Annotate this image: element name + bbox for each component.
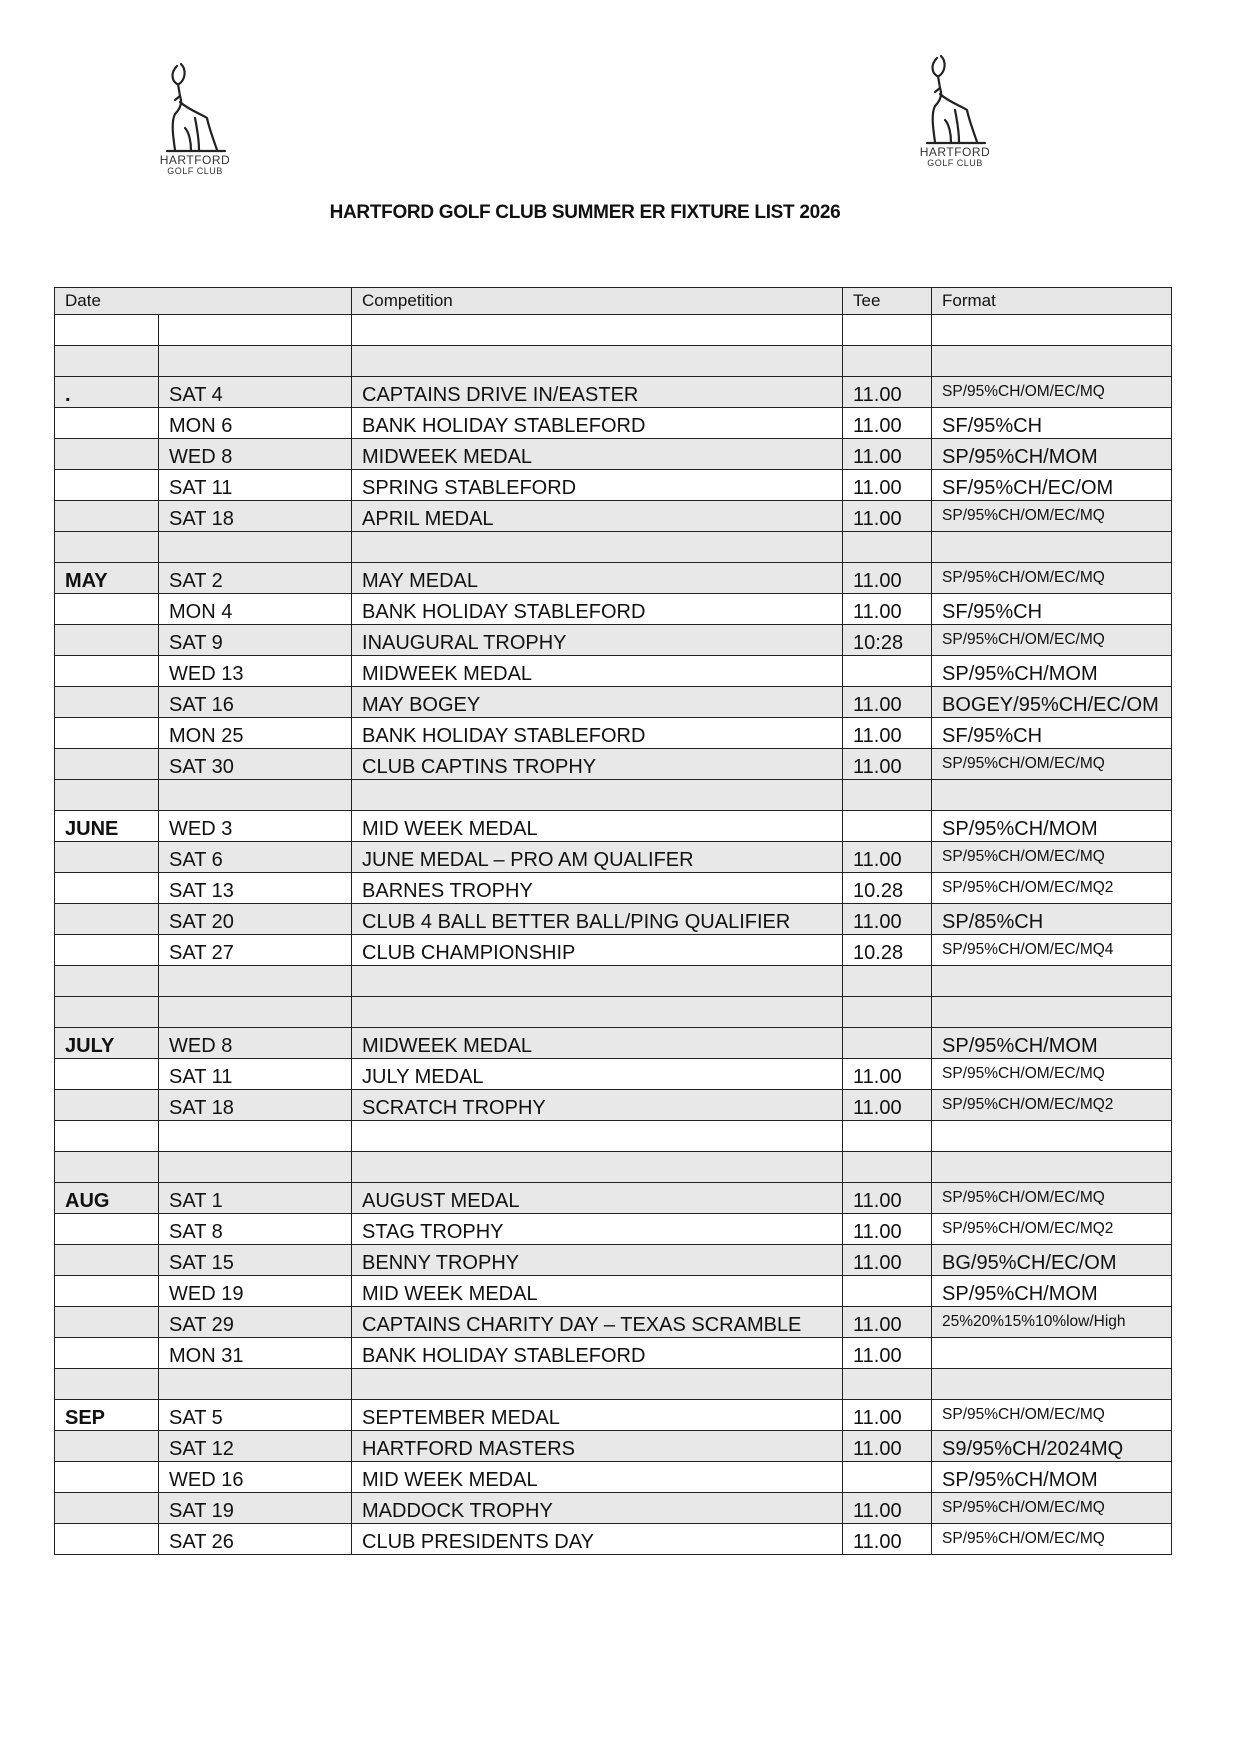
header-tee: Tee [843,288,932,315]
header-competition: Competition [352,288,843,315]
month-cell [55,842,159,873]
format-cell [932,780,1172,811]
day-cell: SAT 18 [159,1090,352,1121]
format-cell: SP/95%CH/OM/EC/MQ [932,749,1172,780]
month-cell [55,1431,159,1462]
day-cell: SAT 13 [159,873,352,904]
month-cell [55,1152,159,1183]
tee-cell [843,780,932,811]
month-cell [55,1090,159,1121]
competition-cell: CLUB 4 BALL BETTER BALL/PING QUALIFIER [352,904,843,935]
competition-cell: CLUB CHAMPIONSHIP [352,935,843,966]
table-row [55,904,1172,935]
logo-text-line2: GOLF CLUB [927,158,983,168]
day-cell: SAT 15 [159,1245,352,1276]
table-row [55,346,1172,377]
tee-cell: 11.00 [843,439,932,470]
table-row [55,563,1172,594]
table-row [55,1338,1172,1369]
format-cell: SF/95%CH [932,594,1172,625]
day-cell: MON 4 [159,594,352,625]
tee-cell: 11.00 [843,1338,932,1369]
tee-cell: 11.00 [843,470,932,501]
competition-cell: MAY MEDAL [352,563,843,594]
month-cell [55,656,159,687]
page-title: HARTFORD GOLF CLUB SUMMER ER FIXTURE LIST 2026 [329,202,841,223]
month-cell [55,935,159,966]
day-cell [159,966,352,997]
logo-text-line1: HARTFORD [159,153,231,167]
tee-cell [843,1369,932,1400]
format-cell: SP/95%CH/OM/EC/MQ [932,1183,1172,1214]
tee-cell: 11.00 [843,1245,932,1276]
day-cell [159,780,352,811]
table-row [55,1152,1172,1183]
format-cell: SP/95%CH/OM/EC/MQ [932,625,1172,656]
day-cell [159,1152,352,1183]
competition-cell: HARTFORD MASTERS [352,1431,843,1462]
tee-cell: 11.00 [843,749,932,780]
table-header-row [55,288,1172,315]
header-date: Date [55,288,352,315]
table-row [55,315,1172,346]
tee-cell [843,1462,932,1493]
competition-cell: MIDWEEK MEDAL [352,439,843,470]
day-cell: WED 13 [159,656,352,687]
format-cell: SP/85%CH [932,904,1172,935]
format-cell: SP/95%CH/OM/EC/MQ [932,1400,1172,1431]
competition-cell [352,1369,843,1400]
table-row [55,1121,1172,1152]
tee-cell: 10.28 [843,935,932,966]
month-cell [55,1059,159,1090]
tee-cell: 11.00 [843,563,932,594]
tee-cell: 11.00 [843,501,932,532]
format-cell: SF/95%CH/EC/OM [932,470,1172,501]
month-cell [55,315,159,346]
tee-cell [843,1152,932,1183]
table-row [55,718,1172,749]
tee-cell: 11.00 [843,1400,932,1431]
table-row [55,1369,1172,1400]
day-cell: WED 16 [159,1462,352,1493]
table-row [55,1462,1172,1493]
month-cell [55,625,159,656]
table-row [55,1028,1172,1059]
day-cell: SAT 1 [159,1183,352,1214]
tee-cell [843,656,932,687]
table-row [55,749,1172,780]
competition-cell [352,1121,843,1152]
month-cell: . [55,377,159,408]
day-cell: SAT 16 [159,687,352,718]
table-row [55,501,1172,532]
month-cell [55,1462,159,1493]
month-cell [55,1276,159,1307]
competition-cell: MIDWEEK MEDAL [352,656,843,687]
tee-cell [843,346,932,377]
month-cell [55,1121,159,1152]
table-row [55,1276,1172,1307]
day-cell: SAT 4 [159,377,352,408]
tee-cell [843,315,932,346]
competition-cell: CLUB CAPTINS TROPHY [352,749,843,780]
header-format: Format [932,288,1172,315]
table-row [55,470,1172,501]
competition-cell: JULY MEDAL [352,1059,843,1090]
tee-cell: 11.00 [843,377,932,408]
table-row [55,1493,1172,1524]
competition-cell: CAPTAINS DRIVE IN/EASTER [352,377,843,408]
month-cell: MAY [55,563,159,594]
fixture-table [54,287,1172,1555]
table-row [55,439,1172,470]
competition-cell: INAUGURAL TROPHY [352,625,843,656]
day-cell: SAT 11 [159,1059,352,1090]
table-row [55,656,1172,687]
table-row [55,625,1172,656]
competition-cell: MID WEEK MEDAL [352,1276,843,1307]
month-cell [55,594,159,625]
competition-cell: CLUB PRESIDENTS DAY [352,1524,843,1555]
day-cell: SAT 20 [159,904,352,935]
tee-cell [843,532,932,563]
table-row [55,687,1172,718]
format-cell [932,1369,1172,1400]
competition-cell: MID WEEK MEDAL [352,811,843,842]
tee-cell: 11.00 [843,904,932,935]
competition-cell: SEPTEMBER MEDAL [352,1400,843,1431]
table-row [55,1183,1172,1214]
day-cell: MON 6 [159,408,352,439]
month-cell [55,749,159,780]
format-cell: BG/95%CH/EC/OM [932,1245,1172,1276]
day-cell [159,532,352,563]
format-cell: SP/95%CH/MOM [932,656,1172,687]
tee-cell: 11.00 [843,842,932,873]
day-cell: SAT 18 [159,501,352,532]
competition-cell: JUNE MEDAL – PRO AM QUALIFER [352,842,843,873]
month-cell: AUG [55,1183,159,1214]
tee-cell: 11.00 [843,1524,932,1555]
month-cell [55,997,159,1028]
competition-cell: CAPTAINS CHARITY DAY – TEXAS SCRAMBLE [352,1307,843,1338]
competition-cell [352,966,843,997]
format-cell: BOGEY/95%CH/EC/OM [932,687,1172,718]
tee-cell: 11.00 [843,1431,932,1462]
day-cell: SAT 27 [159,935,352,966]
format-cell: SP/95%CH/OM/EC/MQ [932,1493,1172,1524]
month-cell [55,408,159,439]
competition-cell: BANK HOLIDAY STABLEFORD [352,408,843,439]
table-row [55,842,1172,873]
tee-cell: 11.00 [843,1090,932,1121]
tee-cell: 11.00 [843,1214,932,1245]
competition-cell: MAY BOGEY [352,687,843,718]
tee-cell: 11.00 [843,408,932,439]
day-cell: SAT 12 [159,1431,352,1462]
day-cell: WED 3 [159,811,352,842]
format-cell: SP/95%CH/OM/EC/MQ [932,501,1172,532]
competition-cell: BANK HOLIDAY STABLEFORD [352,718,843,749]
format-cell [932,1152,1172,1183]
month-cell [55,439,159,470]
competition-cell: AUGUST MEDAL [352,1183,843,1214]
competition-cell: BENNY TROPHY [352,1245,843,1276]
table-row [55,966,1172,997]
month-cell [55,687,159,718]
competition-cell [352,1152,843,1183]
table-row [55,997,1172,1028]
table-row [55,780,1172,811]
tee-cell: 10:28 [843,625,932,656]
tee-cell: 11.00 [843,594,932,625]
table-row [55,811,1172,842]
table-row [55,594,1172,625]
month-cell [55,966,159,997]
competition-cell [352,780,843,811]
format-cell [932,1121,1172,1152]
competition-cell: STAG TROPHY [352,1214,843,1245]
month-cell [55,532,159,563]
tee-cell [843,811,932,842]
day-cell [159,997,352,1028]
month-cell [55,346,159,377]
tee-cell: 10.28 [843,873,932,904]
day-cell: MON 25 [159,718,352,749]
day-cell: SAT 5 [159,1400,352,1431]
competition-cell [352,315,843,346]
day-cell [159,346,352,377]
tee-cell [843,1028,932,1059]
format-cell: SP/95%CH/OM/EC/MQ4 [932,935,1172,966]
month-cell [55,873,159,904]
table-row [55,1245,1172,1276]
competition-cell [352,532,843,563]
format-cell: SP/95%CH/OM/EC/MQ2 [932,873,1172,904]
table-row [55,377,1172,408]
day-cell: SAT 26 [159,1524,352,1555]
competition-cell: SPRING STABLEFORD [352,470,843,501]
month-cell [55,1307,159,1338]
format-cell: SP/95%CH/OM/EC/MQ [932,377,1172,408]
table-row [55,1214,1172,1245]
format-cell: SP/95%CH/OM/EC/MQ [932,563,1172,594]
day-cell: SAT 6 [159,842,352,873]
competition-cell: BANK HOLIDAY STABLEFORD [352,1338,843,1369]
month-cell [55,904,159,935]
format-cell: S9/95%CH/2024MQ [932,1431,1172,1462]
month-cell [55,1493,159,1524]
format-cell: SP/95%CH/OM/EC/MQ [932,1059,1172,1090]
format-cell: SP/95%CH/OM/EC/MQ2 [932,1090,1172,1121]
month-cell [55,1369,159,1400]
tee-cell [843,1276,932,1307]
format-cell [932,966,1172,997]
tee-cell: 11.00 [843,1307,932,1338]
table-row [55,532,1172,563]
day-cell: SAT 11 [159,470,352,501]
month-cell: SEP [55,1400,159,1431]
table-row [55,1059,1172,1090]
day-cell: WED 8 [159,1028,352,1059]
month-cell [55,1214,159,1245]
tee-cell: 11.00 [843,1183,932,1214]
logo-text-line1: HARTFORD [919,145,991,159]
competition-cell [352,997,843,1028]
tee-cell: 11.00 [843,1059,932,1090]
day-cell: MON 31 [159,1338,352,1369]
competition-cell: SCRATCH TROPHY [352,1090,843,1121]
competition-cell [352,346,843,377]
table-row [55,873,1172,904]
month-cell [55,1338,159,1369]
tee-cell [843,1121,932,1152]
table-row [55,408,1172,439]
table-row [55,1400,1172,1431]
format-cell: SP/95%CH/MOM [932,1462,1172,1493]
stag-icon [915,54,995,146]
format-cell [932,1338,1172,1369]
table-row [55,1307,1172,1338]
tee-cell: 11.00 [843,687,932,718]
format-cell [932,346,1172,377]
format-cell: SP/95%CH/OM/EC/MQ [932,842,1172,873]
format-cell: 25%20%15%10%low/High [932,1307,1172,1338]
format-cell: SF/95%CH [932,718,1172,749]
day-cell [159,1369,352,1400]
club-logo-right [910,54,1000,169]
logo-text-line2: GOLF CLUB [167,166,223,176]
format-cell: SP/95%CH/MOM [932,1028,1172,1059]
table-row [55,935,1172,966]
month-cell [55,1245,159,1276]
day-cell: WED 19 [159,1276,352,1307]
format-cell: SP/95%CH/MOM [932,439,1172,470]
tee-cell [843,966,932,997]
day-cell: SAT 30 [159,749,352,780]
format-cell [932,532,1172,563]
table-row [55,1524,1172,1555]
format-cell [932,315,1172,346]
day-cell [159,315,352,346]
competition-cell: APRIL MEDAL [352,501,843,532]
day-cell: WED 8 [159,439,352,470]
tee-cell [843,997,932,1028]
tee-cell: 11.00 [843,1493,932,1524]
competition-cell: MADDOCK TROPHY [352,1493,843,1524]
format-cell: SF/95%CH [932,408,1172,439]
day-cell [159,1121,352,1152]
competition-cell: BANK HOLIDAY STABLEFORD [352,594,843,625]
month-cell [55,470,159,501]
month-cell [55,501,159,532]
format-cell: SP/95%CH/MOM [932,811,1172,842]
day-cell: SAT 29 [159,1307,352,1338]
table-row [55,1431,1172,1462]
format-cell: SP/95%CH/OM/EC/MQ2 [932,1214,1172,1245]
day-cell: SAT 19 [159,1493,352,1524]
month-cell [55,1524,159,1555]
format-cell: SP/95%CH/OM/EC/MQ [932,1524,1172,1555]
month-cell: JULY [55,1028,159,1059]
stag-icon [155,62,235,154]
day-cell: SAT 8 [159,1214,352,1245]
format-cell [932,997,1172,1028]
month-cell [55,780,159,811]
format-cell: SP/95%CH/MOM [932,1276,1172,1307]
competition-cell: MID WEEK MEDAL [352,1462,843,1493]
month-cell [55,718,159,749]
tee-cell: 11.00 [843,718,932,749]
day-cell: SAT 2 [159,563,352,594]
competition-cell: BARNES TROPHY [352,873,843,904]
day-cell: SAT 9 [159,625,352,656]
table-row [55,1090,1172,1121]
club-logo-left [150,62,240,177]
competition-cell: MIDWEEK MEDAL [352,1028,843,1059]
month-cell: JUNE [55,811,159,842]
